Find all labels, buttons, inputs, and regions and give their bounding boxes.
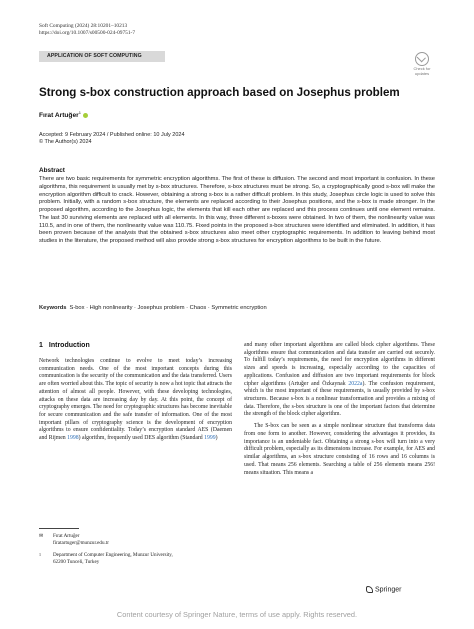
orcid-icon[interactable] xyxy=(83,113,89,119)
courtesy-notice: Content courtesy of Springer Nature, terms of use apply. Rights reserved. xyxy=(116,610,358,619)
keywords-list: S-box · High nonlinearity · Josephus problem · Chaos · Symmetric encryption xyxy=(69,305,267,311)
intro-para1-part1: Network technologies continue to evolve to meet today’s increasing communication needs. One of the most important concepts during this communication is the security of the communication and the data transferred. Users are often worried about this. The topic of security is now a hot topic that attracts the attention of almost all people. However, with these developing technologies, attacks on these data are increasing day by day. At this point, the concept of cryptography emerges. The need for cryptographic structures has become inevitable for secure communication and the safe transfer of information. One of the most important pillars of cryptography science is the development of encryption algorithms to ensure confidentiality. Today’s encryption standard AES (Daemen and Rijmen xyxy=(39,358,232,442)
footnote-rule xyxy=(39,528,79,529)
journal-citation: Soft Computing (2024) 28:10201–10213 xyxy=(39,23,128,29)
abstract-text: There are two basic requirements for symmetric encryption algorithms. The first of these is diffusion. The second and most important is confusion. In these algorithms, this requirement is usually met by s-box structures. Therefore, s-box structures must be strong. So, a cryptographically good s-box will make the encryption algorithm difficult to crack. However, obtaining a strong s-box is a rather difficult problem. In this study, Josephus circle logic is used to solve this problem. Initially, with a random s-box structure, the elements are replaced according to their Josephus positions, and the s-box is made stronger. In the proposed algorithm, according to the Josephus logic, the elements that kill each other are replaced and this process continues until one element remains. The last 30 surviving elements are replaced with all elements. In this way, three different s-boxes were obtained. In two of them, the nonlinearity value was 110.5, and in one of them, the nonlinearity value was 110.75. Fixed points in the proposed s-box structures were identified and eliminated. In addition, it has been proven because of the analysis that the obtained s-box structures also meet other cryptographic requirements. In addition to leaving behind most studies in the literature, the proposed method will also provide strong s-box structures for encryption algorithms to be built in the future. xyxy=(39,176,435,245)
publisher-logo xyxy=(366,586,401,593)
doi-link[interactable]: https://doi.org/10.1007/s00500-024-09751-7 xyxy=(39,30,136,36)
dates-line: Accepted: 9 February 2024 / Published online: 10 July 2024 xyxy=(39,132,185,138)
intro-para1-part2: ) algorithm, frequently used DES algorithm (Standard xyxy=(78,435,205,442)
running-header xyxy=(39,23,135,37)
section-number: 1 xyxy=(39,342,43,349)
citation-link[interactable]: 2022a xyxy=(348,380,363,387)
affiliation-number: 1 xyxy=(39,552,41,557)
affiliation-line2: 62200 Tunceli, Turkey xyxy=(53,558,100,565)
springer-horse-icon xyxy=(366,586,373,593)
intro-para1-continued: and many other important algorithms are called block cipher algorithms. These algorithms ensure that communication and data transfer are carried out securely. To fulfill today’s requirements, the need for encryption algorithms in different sizes and speeds is increasing, especially according to the capacities of applications. Confusion and diffusion are two important requirements for block cipher algorithms (Artuğer and Özkaynak 2022a). The confusion requirement, which is the most important of these requirements, is usually provided by s-box structures. Because s-box is a nonlinear transformation and provides a mixing of data. Therefore, the s-box structure is one of the important factors that determine the strength of the block cipher algorithm. xyxy=(244,342,435,418)
footnote-email[interactable]: firatartuger@munzur.edu.tr xyxy=(53,539,109,546)
affiliation-footnote xyxy=(39,552,173,565)
keywords-label: Keywords xyxy=(39,305,67,311)
article-title: Strong s-box construction approach based on Josephus problem xyxy=(39,86,400,99)
section-heading xyxy=(39,342,90,349)
check-for-updates-badge[interactable] xyxy=(409,52,435,78)
mail-icon: ✉ xyxy=(39,533,44,539)
keywords xyxy=(39,305,435,311)
left-column-text xyxy=(39,358,232,443)
footnote-author: Fırat Artuğer xyxy=(53,533,80,539)
intro-para2: The S-box can be seen as a simple nonlinear structure that transforms data from one form to another. However, considering the advantages it provides, its importance is an undeniable fact. Obtaining a strong s-box will turn into a very difficult problem, especially as its dimensions increase. For example, for AES and similar algorithms, an s-box structure consisting of 16 rows and 16 columns is used. That means 256 elements. Searching a table of 256 elements means 256! means situation. This means a xyxy=(244,423,435,476)
article-category-ribbon: APPLICATION OF SOFT COMPUTING xyxy=(39,51,165,62)
badge-line1: Check for xyxy=(413,66,431,71)
citation-link[interactable]: 1999 xyxy=(204,435,216,442)
publisher-name: Springer xyxy=(375,586,402,594)
check-updates-icon xyxy=(415,52,429,66)
author-line xyxy=(39,110,88,119)
corresponding-author-footnote xyxy=(39,533,109,546)
author-name[interactable]: Fırat Artuğer xyxy=(39,112,79,120)
author-affiliation-sup: 1 xyxy=(78,110,81,115)
abstract-heading: Abstract xyxy=(39,167,65,174)
intro-para1-part3: ) xyxy=(215,435,218,442)
right-column-text xyxy=(244,342,435,477)
citation-link[interactable]: 1998 xyxy=(67,435,79,442)
copyright-line: © The Author(s) 2024 xyxy=(39,139,92,145)
affiliation-line1: Department of Computer Engineering, Munzur University, xyxy=(53,552,173,558)
publication-dates xyxy=(39,132,185,146)
section-title: Introduction xyxy=(48,342,90,349)
badge-line2: updates xyxy=(414,70,430,76)
